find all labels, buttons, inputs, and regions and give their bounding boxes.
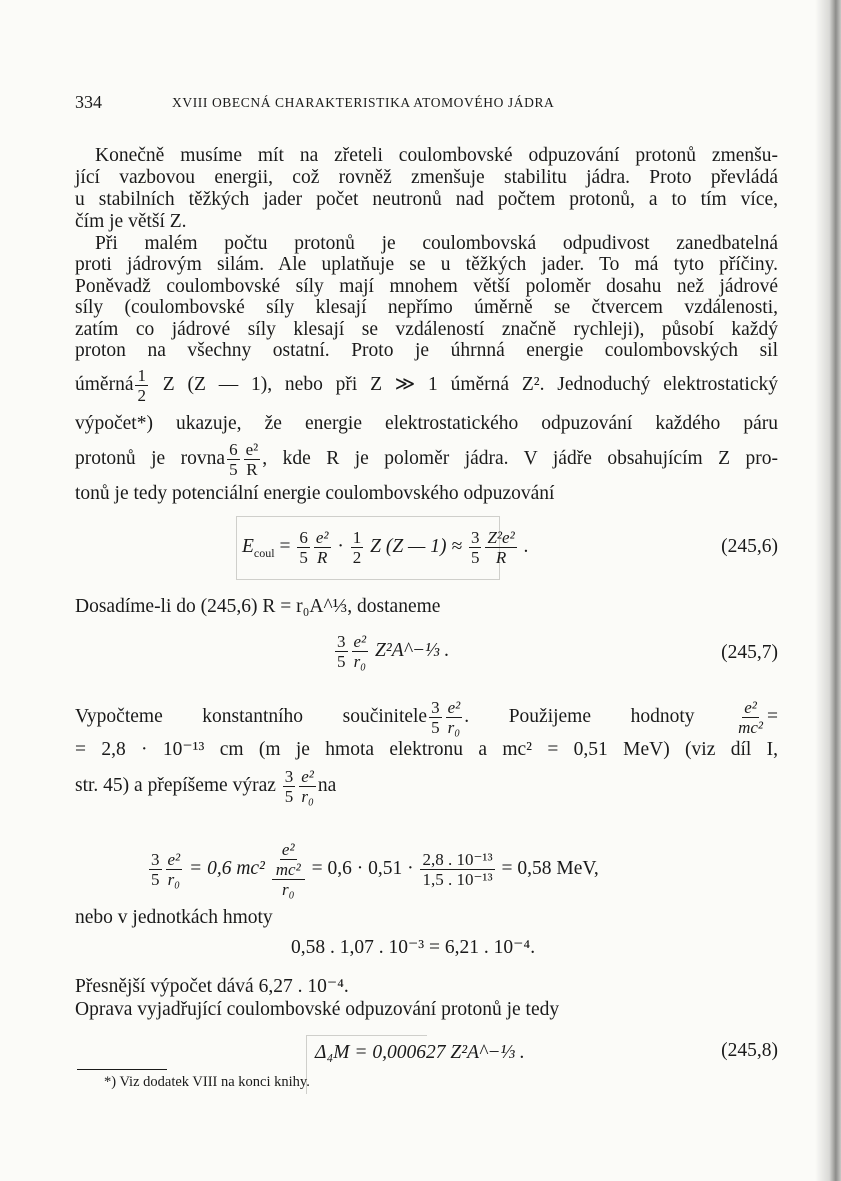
text-line: nebo v jednotkách hmoty xyxy=(75,907,273,928)
numerator: 3 xyxy=(470,528,480,547)
text-line: tonů je tedy potenciální energie coulombovského odpuzování xyxy=(75,483,555,504)
fraction xyxy=(135,366,148,405)
text-line: čím je větší Z. xyxy=(75,211,187,232)
denominator: R xyxy=(316,548,328,567)
numerator: e² xyxy=(744,698,757,717)
text: na xyxy=(317,774,337,796)
denominator: 5 xyxy=(284,787,294,806)
denominator: mc² xyxy=(738,718,763,737)
text-line: Konečně musíme mít na zřeteli coulombovské odpuzování protonů zmenšu- xyxy=(95,145,778,166)
operator: · xyxy=(337,535,344,557)
text: , kde R je poloměr jádra. V jádře obsahujícím Z pro- xyxy=(262,447,778,469)
text: . Použijeme hodnoty xyxy=(464,705,695,727)
text-line: zatím co jádrové síly klesají se vzdáleností značně rychleji), působí každý xyxy=(75,319,778,340)
numerator: e² xyxy=(167,850,181,869)
numerator: Z²e² xyxy=(487,528,515,547)
fraction xyxy=(314,528,331,567)
denominator: R xyxy=(246,460,258,479)
denominator: mc² xyxy=(275,860,301,879)
text-line: jící vazbovou energii, což rovněž zmenšuje stabilitu jádra. Proto převládá xyxy=(75,167,778,188)
page-edge-shadow xyxy=(815,0,841,1181)
denominator: 5 xyxy=(151,870,160,889)
equation-number: (245,6) xyxy=(721,536,778,557)
fraction xyxy=(283,767,296,806)
text: úměrná xyxy=(75,373,134,395)
denominator: 5 xyxy=(470,548,480,567)
fraction xyxy=(429,698,442,737)
denominator: 5 xyxy=(337,652,346,671)
equation-number: (245,8) xyxy=(721,1040,778,1061)
denominator: r₀ xyxy=(301,787,314,806)
equation-mev xyxy=(75,818,778,898)
expression: = 0,6 · 0,51 · xyxy=(311,857,414,879)
equation-245-7 xyxy=(75,632,778,682)
denominator: 1,5 . 10⁻¹³ xyxy=(422,870,493,889)
equation-245-8 xyxy=(75,1040,778,1070)
denominator: 5 xyxy=(229,460,238,479)
fraction xyxy=(736,698,765,737)
fraction xyxy=(227,440,240,479)
denominator: r₀ xyxy=(447,718,461,737)
footnote-rule xyxy=(77,1069,167,1070)
numerator: 1 xyxy=(137,366,146,385)
numerator: 3 xyxy=(337,632,346,651)
text: protonů je rovna xyxy=(75,447,226,469)
denominator: R xyxy=(495,548,507,567)
text-line-str45 xyxy=(75,767,778,806)
fraction xyxy=(149,850,162,889)
symbol: E xyxy=(242,535,254,557)
numerator: e² xyxy=(353,632,367,651)
fraction xyxy=(274,840,303,879)
denominator: r₀ xyxy=(353,652,367,671)
text-line: Přesnější výpočet dává 6,27 . 10⁻⁴. xyxy=(75,976,349,997)
operator: = xyxy=(279,535,291,557)
numerator: e² xyxy=(447,698,461,717)
denominator: 2 xyxy=(137,386,146,405)
expression: Z (Z — 1) ≈ xyxy=(370,535,463,557)
fraction xyxy=(420,850,494,889)
expression: = 0,58 MeV, xyxy=(501,857,599,879)
text-line: proton na všechny ostatní. Proto je úhrnná energie coulombovských sil xyxy=(75,340,778,361)
text-line: Oprava vyjadřující coulombovské odpuzování protonů je tedy xyxy=(75,999,560,1020)
fraction xyxy=(351,528,364,567)
fraction xyxy=(469,528,482,567)
numerator: e² xyxy=(245,440,259,459)
numerator: e² xyxy=(315,528,329,547)
numerator: 2,8 . 10⁻¹³ xyxy=(422,850,493,869)
operator: = xyxy=(767,705,778,727)
text-line-umerna xyxy=(75,366,778,405)
text-line: proti jádrovým silám. Ale uplatňuje se u těžkých jader. To má tyto příčiny. xyxy=(75,254,778,275)
denominator: r₀ xyxy=(281,880,295,899)
numerator xyxy=(272,840,305,880)
text-line: výpočet*) ukazuje, že energie elektrostatického odpuzování každého páru xyxy=(75,413,778,434)
numerator: e² xyxy=(281,840,295,859)
text-line: Při malém počtu protonů je coulombovská odpudivost zanedbatelná xyxy=(95,233,778,254)
equation-245-6 xyxy=(75,522,778,572)
footnote: *) Viz dodatek VIII na konci knihy. xyxy=(104,1074,310,1090)
numerator: 6 xyxy=(299,528,308,547)
text: Vypočteme konstantního součinitele xyxy=(75,705,428,727)
text-line-vypocteme xyxy=(75,698,778,737)
text: Z (Z — 1), nebo při Z ≫ 1 úměrná Z². Jednoduchý elektrostatický xyxy=(162,373,779,395)
fraction xyxy=(299,767,316,806)
expression: Δ₄M = 0,000627 Z²A^−⅓ . xyxy=(315,1042,525,1063)
denominator: 5 xyxy=(299,548,308,567)
fraction xyxy=(485,528,516,567)
expression: Z²A^−⅓ . xyxy=(375,639,450,661)
running-title: XVIII OBECNÁ CHARAKTERISTIKA ATOMOVÉHO JÁDRA xyxy=(172,95,555,110)
fraction xyxy=(352,632,369,671)
expression: = 0,6 mc² xyxy=(189,857,265,879)
denominator: 2 xyxy=(352,548,362,567)
equation-number: (245,7) xyxy=(721,642,778,663)
numerator: 3 xyxy=(431,698,440,717)
text-line: u stabilních těžkých jader počet neutronů nad počtem protonů, a to tím více, xyxy=(75,189,778,210)
fraction xyxy=(335,632,348,671)
text-line: Dosadíme-li do (245,6) R = r₀A^⅓, dostaneme xyxy=(75,596,441,617)
page-number: 334 xyxy=(75,92,102,112)
fraction xyxy=(244,440,261,479)
denominator: r₀ xyxy=(167,870,181,889)
numerator: e² xyxy=(301,767,314,786)
text: str. 45) a přepíšeme výraz xyxy=(75,774,276,796)
text-line: = 2,8 · 10⁻¹³ cm (m je hmota elektronu a mc² = 0,51 MeV) (viz díl I, xyxy=(75,739,778,760)
denominator: 5 xyxy=(431,718,440,737)
text-line: síly (coulombovské síly klesají nepřímo úměrně se čtvercem vzdálenosti, xyxy=(75,297,778,318)
equation-mass: 0,58 . 1,07 . 10⁻³ = 6,21 . 10⁻⁴. xyxy=(291,937,536,958)
fraction xyxy=(166,850,183,889)
text-line: Poněvadž coulombovské síly mají mnohem větší poloměr dosahu než jádrové xyxy=(75,276,778,297)
numerator: 3 xyxy=(284,767,294,786)
operator: . xyxy=(523,535,529,557)
fraction xyxy=(297,528,310,567)
fraction xyxy=(446,698,463,737)
numerator: 6 xyxy=(229,440,238,459)
numerator: 1 xyxy=(352,528,362,547)
subscript: coul xyxy=(253,545,275,560)
numerator: 3 xyxy=(151,850,160,869)
text-line-protonu xyxy=(75,440,778,479)
compound-fraction xyxy=(272,840,305,899)
